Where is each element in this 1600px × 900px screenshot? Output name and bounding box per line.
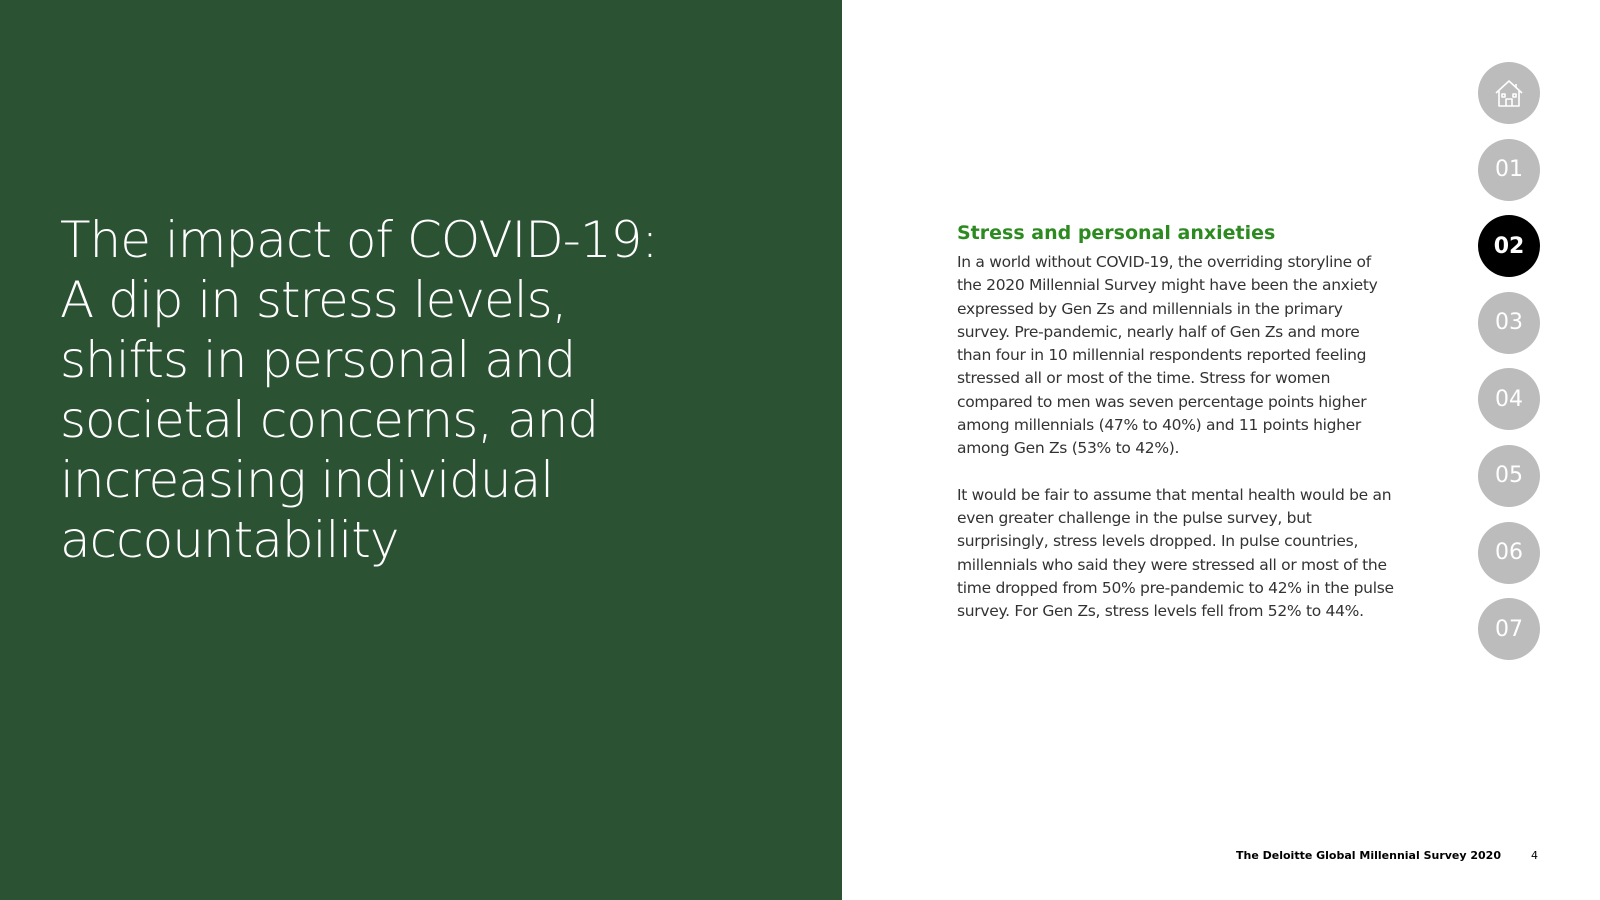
chapter-nav bbox=[1478, 62, 1540, 675]
footer-page-number: 4 bbox=[1531, 849, 1538, 862]
nav-chapter-04[interactable]: 04 bbox=[1478, 368, 1540, 430]
nav-chapter-01[interactable]: 01 bbox=[1478, 139, 1540, 201]
nav-chapter-07[interactable]: 07 bbox=[1478, 598, 1540, 660]
nav-chapter-06[interactable]: 06 bbox=[1478, 522, 1540, 584]
body-paragraph-2: It would be fair to assume that mental health would be an even greater challenge in the pulse survey, but surprisingly, stress levels dropped. In pulse countries, millennials who said they were stressed all or most of the time dropped from 50% pre-pandemic to 42% in the pulse survey. For Gen Zs, stress levels fell from 52% to 44%. bbox=[957, 485, 1394, 621]
nav-chapter-05[interactable]: 05 bbox=[1478, 445, 1540, 507]
section-heading: Stress and personal anxieties bbox=[957, 222, 1276, 244]
nav-home-button[interactable] bbox=[1478, 62, 1540, 124]
nav-chapter-03[interactable]: 03 bbox=[1478, 292, 1540, 354]
footer-publication-title: The Deloitte Global Millennial Survey 2020 bbox=[1236, 849, 1501, 862]
chapter-title: The impact of COVID-19: A dip in stress levels, shifts in personal and societal concerns, and increasing individual accountability bbox=[60, 211, 658, 569]
section-content bbox=[957, 220, 1397, 646]
body-paragraph-1: In a world without COVID-19, the overriding storyline of the 2020 Millennial Survey might have been the anxiety expressed by Gen Zs and millennials in the primary survey. Pre-pandemic, nearly half of Gen Zs and more than four in 10 millennial respondents reported feeling stressed all or most of the time. Stress for women compared to men was seven percentage points higher among millennials (47% to 40%) and 11 points higher among Gen Zs (53% to 42%). bbox=[957, 253, 1378, 458]
home-icon bbox=[1492, 76, 1526, 110]
nav-chapter-02[interactable]: 02 bbox=[1478, 215, 1540, 277]
